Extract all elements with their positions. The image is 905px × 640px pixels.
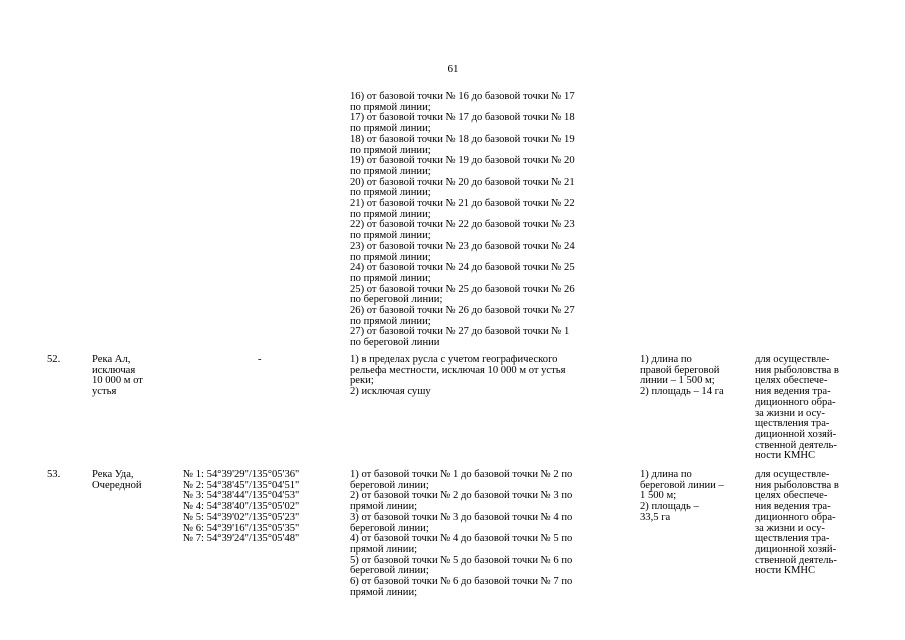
page-number: 61 [447, 63, 459, 75]
description-line: 2) от базовой точки № 2 до базовой точки № 3 по [350, 490, 573, 502]
continuation-line: по прямой линии; [350, 165, 431, 177]
site-purpose [755, 355, 855, 462]
boundary-description [350, 355, 630, 398]
row-number: 53. [47, 469, 61, 480]
site-name [92, 470, 172, 491]
continuation-line: по прямой линии; [350, 272, 431, 284]
parameter-line: 1) длина по [640, 469, 692, 480]
description-line: 5) от базовой точки № 5 до базовой точки № 6 по [350, 554, 573, 566]
purpose-line: диционного обра- [755, 511, 836, 523]
continuation-description [350, 92, 630, 349]
coordinate-line: № 7: 54°39'24"/135°05'48" [183, 533, 300, 545]
continuation-line: по прямой линии; [350, 315, 431, 327]
parameter-line: правой береговой [640, 364, 720, 376]
description-line: 3) от базовой точки № 3 до базовой точки № 4 по [350, 511, 573, 523]
description-line: прямой линии; [350, 501, 418, 513]
continuation-line: по прямой линии; [350, 187, 431, 199]
continuation-line: 19) от базовой точки № 19 до базовой точки № 20 [350, 155, 575, 167]
description-line: береговой линии; [350, 565, 429, 577]
parameter-line: 2) площадь – [640, 501, 699, 513]
site-name-line: устья [92, 386, 117, 398]
parameter-line: 1 500 м; [640, 490, 677, 502]
parameter-line: 1) длина по [640, 354, 692, 365]
description-line: 4) от базовой точки № 4 до базовой точки № 5 по [350, 533, 573, 545]
purpose-line: ственной деятель- [755, 439, 837, 451]
description-line: 1) от базовой точки № 1 до базовой точки № 2 по [350, 469, 573, 480]
continuation-line: по прямой линии; [350, 208, 431, 220]
parameter-line: 33,5 га [640, 511, 671, 523]
continuation-line: 17) от базовой точки № 17 до базовой точки № 18 [350, 112, 575, 124]
boundary-description [350, 470, 630, 598]
coordinates-empty: - [258, 354, 262, 365]
site-name-line: Очередной [92, 479, 142, 491]
description-line: 1) в пределах русла с учетом географического [350, 354, 558, 365]
continuation-line: 24) от базовой точки № 24 до базовой точки № 25 [350, 262, 575, 274]
site-parameters [640, 355, 750, 398]
purpose-line: ности КМНС [755, 565, 816, 577]
description-line: береговой линии; [350, 522, 429, 534]
parameter-line: линии – 1 500 м; [640, 375, 715, 387]
site-purpose [755, 470, 855, 577]
continuation-line: по береговой линии; [350, 294, 443, 306]
purpose-line: целях обеспече- [755, 490, 828, 502]
continuation-line: по прямой линии; [350, 251, 431, 263]
continuation-line: 16) от базовой точки № 16 до базовой точки № 17 [350, 91, 575, 102]
parameter-line: береговой линии – [640, 479, 724, 491]
coordinate-line: № 2: 54°38'45"/135°04'51" [183, 479, 300, 491]
site-name [92, 355, 172, 398]
purpose-line: ности КМНС [755, 450, 816, 462]
continuation-line: 22) от базовой точки № 22 до базовой точки № 23 [350, 219, 575, 231]
row-number: 52. [47, 354, 61, 365]
purpose-line: диционной хозяй- [755, 428, 837, 440]
purpose-line: ществления тра- [755, 418, 830, 430]
description-line: 2) исключая сушу [350, 386, 431, 398]
description-line: 6) от базовой точки № 6 до базовой точки № 7 по [350, 576, 573, 588]
purpose-line: за жизни и осу- [755, 407, 825, 419]
site-parameters [640, 470, 750, 524]
description-line: прямой линии; [350, 586, 418, 598]
purpose-line: ния ведения тра- [755, 501, 831, 513]
purpose-line: за жизни и осу- [755, 522, 825, 534]
coordinate-line: № 1: 54°39'29"/135°05'36" [183, 469, 300, 480]
purpose-line: ния рыболовства в [755, 364, 839, 376]
continuation-line: по прямой линии; [350, 230, 431, 242]
continuation-line: 20) от базовой точки № 20 до базовой точки № 21 [350, 176, 575, 188]
continuation-line: по прямой линии; [350, 123, 431, 135]
continuation-line: 18) от базовой точки № 18 до базовой точки № 19 [350, 133, 575, 145]
continuation-line: 25) от базовой точки № 25 до базовой точки № 26 [350, 283, 575, 295]
continuation-line: по прямой линии; [350, 144, 431, 156]
continuation-line: 23) от базовой точки № 23 до базовой точки № 24 [350, 240, 575, 252]
base-point-coordinates [183, 470, 333, 545]
coordinate-line: № 4: 54°38'40"/135°05'02" [183, 501, 300, 513]
parameter-line: 2) площадь – 14 га [640, 386, 724, 398]
coordinate-line: № 6: 54°39'16"/135°05'35" [183, 522, 300, 534]
continuation-line: по прямой линии; [350, 101, 431, 113]
purpose-line: ния рыболовства в [755, 479, 839, 491]
continuation-line: 27) от базовой точки № 27 до базовой точки № 1 [350, 326, 570, 338]
purpose-line: ственной деятель- [755, 554, 837, 566]
purpose-line: ществления тра- [755, 533, 830, 545]
site-name-line: исключая [92, 364, 136, 376]
purpose-line: целях обеспече- [755, 375, 828, 387]
description-line: береговой линии; [350, 479, 429, 491]
continuation-line: 21) от базовой точки № 21 до базовой точки № 22 [350, 198, 575, 210]
continuation-line: 26) от базовой точки № 26 до базовой точки № 27 [350, 305, 575, 317]
description-line: реки; [350, 375, 374, 387]
purpose-line: для осуществле- [755, 469, 830, 480]
purpose-line: диционного обра- [755, 396, 836, 408]
description-line: рельефа местности, исключая 10 000 м от устья [350, 364, 566, 376]
site-name-line: Река Ал, [92, 354, 131, 365]
coordinate-line: № 3: 54°38'44"/135°04'53" [183, 490, 300, 502]
site-name-line: Река Уда, [92, 469, 134, 480]
description-line: прямой линии; [350, 543, 418, 555]
purpose-line: для осуществле- [755, 354, 830, 365]
purpose-line: ния ведения тра- [755, 386, 831, 398]
purpose-line: диционной хозяй- [755, 543, 837, 555]
site-name-line: 10 000 м от [92, 375, 143, 387]
continuation-line: по береговой линии [350, 337, 440, 349]
coordinate-line: № 5: 54°39'02"/135°05'23" [183, 511, 300, 523]
